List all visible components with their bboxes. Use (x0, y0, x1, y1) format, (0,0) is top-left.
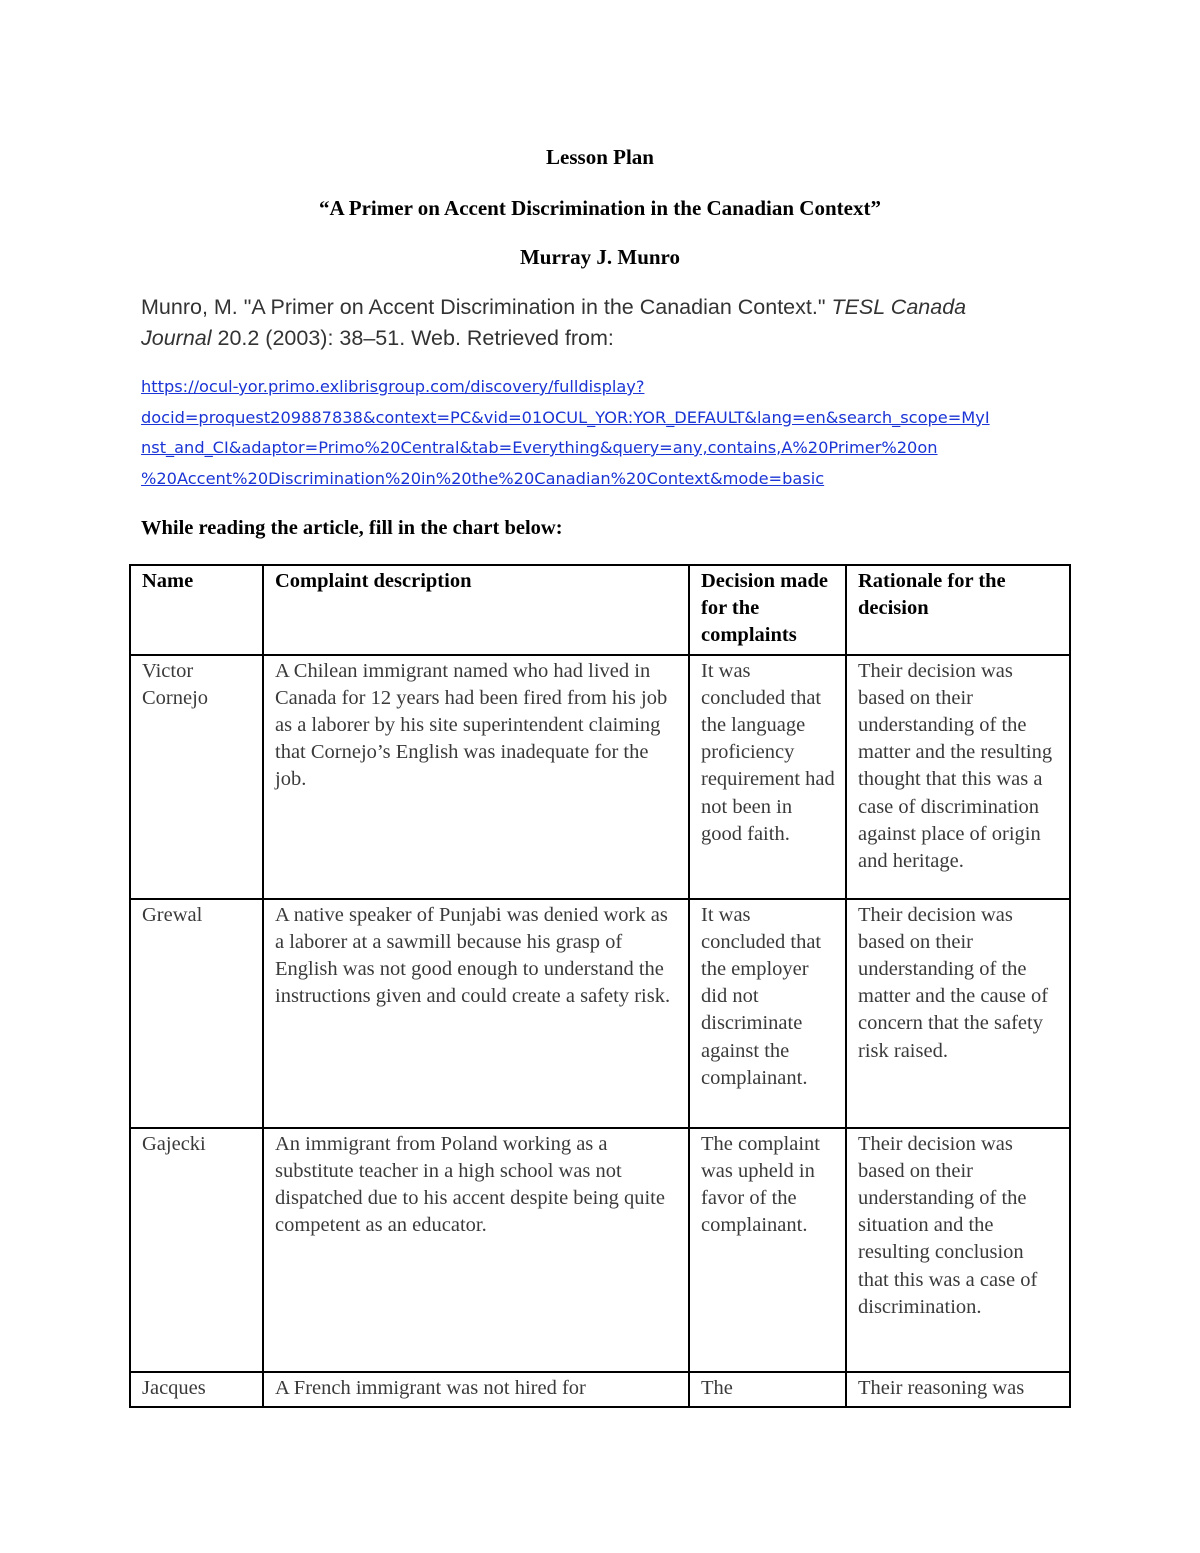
author-name: Murray J. Munro (519, 245, 680, 269)
cell-decision: It was concluded that the employer did not discriminate against the complainant. (689, 899, 846, 1128)
table-row (130, 1372, 1070, 1407)
table-row (130, 1128, 1070, 1372)
cell-decision: The (689, 1372, 846, 1407)
instruction-text: While reading the article, fill in the chart below: (141, 517, 563, 539)
cell-rationale: Their decision was based on their understanding of the situation and the resulting conclusion that this was a case of discrimination. (846, 1128, 1070, 1372)
retrieval-link[interactable] (141, 372, 1071, 494)
table-header-row (130, 565, 1070, 655)
header-rationale: Rationale for the decision (846, 565, 1070, 655)
cell-complaint: A native speaker of Punjabi was denied work as a laborer at a sawmill because his grasp of English was not good enough to understand the instructions given and could create a safety risk. (263, 899, 689, 1128)
cell-name: Victor Cornejo (130, 655, 263, 899)
cell-complaint: A Chilean immigrant named who had lived in Canada for 12 years had been fired from his job as a laborer by his site superintendent claiming that Cornejo’s English was inadequate for the job. (263, 655, 689, 899)
citation-part1: Munro, M. "A Primer on Accent Discrimination in the Canadian Context." (141, 295, 832, 319)
header-decision: Decision made for the complaints (689, 565, 846, 655)
table-row (130, 899, 1070, 1128)
cell-rationale: Their decision was based on their understanding of the matter and the cause of concern that the safety risk raised. (846, 899, 1070, 1128)
link-line[interactable]: %20Accent%20Discrimination%20in%20the%20Canadian%20Context&mode=basic (141, 468, 825, 488)
cell-rationale: Their decision was based on their understanding of the matter and the resulting thought that this was a case of discrimination against place of origin and heritage. (846, 655, 1070, 899)
cell-decision: It was concluded that the language proficiency requirement had not been in good faith. (689, 655, 846, 899)
cell-complaint: An immigrant from Poland working as a substitute teacher in a high school was not dispatched due to his accent despite being quite competent as an educator. (263, 1128, 689, 1372)
table-row (130, 655, 1070, 899)
complaints-table (129, 564, 1071, 1408)
cell-decision: The complaint was upheld in favor of the complainant. (689, 1128, 846, 1372)
cell-rationale: Their reasoning was (846, 1372, 1070, 1407)
article-title: “A Primer on Accent Discrimination in the Canadian Context” (319, 196, 881, 220)
cell-name: Jacques (130, 1372, 263, 1407)
link-line[interactable]: https://ocul-yor.primo.exlibrisgroup.com/discovery/fulldisplay? (141, 377, 645, 396)
cell-name: Gajecki (130, 1128, 263, 1372)
header-complaint: Complaint description (263, 565, 689, 655)
cell-complaint: A French immigrant was not hired for (263, 1372, 689, 1407)
cell-name: Grewal (130, 899, 263, 1128)
page-title: Lesson Plan (546, 145, 654, 169)
link-line[interactable]: nst_and_CI&adaptor=Primo%20Central&tab=Everything&query=any,contains,A%20Primer%20on (141, 438, 938, 457)
citation-part2: 20.2 (2003): 38–51. Web. Retrieved from: (211, 326, 614, 350)
citation-journal: TESL Canada Journal (141, 295, 967, 350)
header-name: Name (130, 565, 263, 655)
citation (141, 292, 1041, 354)
link-line[interactable]: docid=proquest209887838&context=PC&vid=01OCUL_YOR:YOR_DEFAULT&lang=en&search_scope=MyI (141, 407, 990, 427)
